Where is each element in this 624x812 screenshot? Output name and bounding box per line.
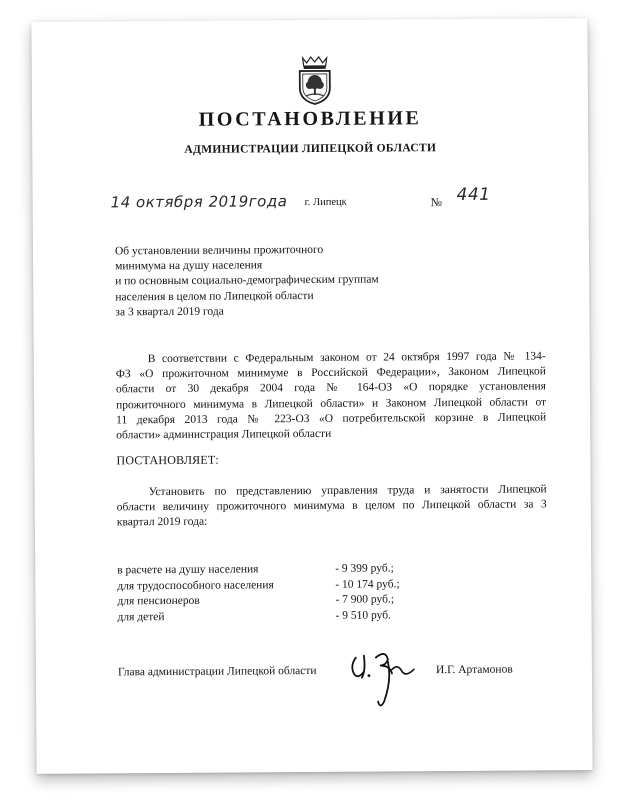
- amount-label: для пенсионеров: [117, 594, 200, 608]
- subject-line: населения в целом по Липецкой области: [115, 289, 314, 303]
- document-title: ПОСТАНОВЛЕНИЕ: [198, 107, 422, 131]
- document-subject: [115, 243, 379, 321]
- document-page: [31, 18, 592, 774]
- subject-line: и по основным социально-демографическим группам: [115, 273, 379, 288]
- signatory-name: И.Г. Артамонов: [435, 663, 513, 677]
- amount-value: - 9 510 руб.: [335, 609, 391, 622]
- preamble-line: ФЗ «О прожиточном минимуме в Российской Федерации», Законом Липецкой: [115, 365, 546, 381]
- amount-row: [117, 607, 537, 626]
- document-city: г. Липецк: [304, 196, 347, 209]
- resolution-line: Установить по представлению управления труда и занятости Липецкой: [148, 483, 547, 499]
- subject-line: за 3 квартал 2019 года: [115, 305, 224, 319]
- preamble-paragraph: [116, 349, 547, 443]
- document-date: 14 октября 2019года: [110, 192, 288, 212]
- amount-value: - 7 900 руб.;: [335, 593, 395, 607]
- preamble-line: 11 декабря 2013 года № 223-ОЗ «О потребительской корзине в Липецкой: [116, 411, 547, 427]
- amount-value: - 10 174 руб.;: [335, 577, 400, 591]
- coat-of-arms-icon: [295, 54, 335, 106]
- document-subtitle: АДМИНИСТРАЦИИ ЛИПЕЦКОЙ ОБЛАСТИ: [184, 142, 437, 156]
- signatory-position: Глава администрации Липецкой области: [117, 664, 317, 679]
- subject-line: минимума на душу населения: [115, 259, 263, 273]
- resolution-paragraph: [117, 482, 547, 531]
- resolution-line: области величину прожиточного минимума в целом по Липецкой области за 3: [116, 498, 547, 514]
- document-number: 441: [456, 184, 491, 205]
- amount-label: для детей: [117, 610, 165, 624]
- preamble-line: В соответствии с Федеральным законом от 24 октября 1997 года № 134-: [147, 350, 546, 366]
- subject-line: Об установлении величины прожиточного: [114, 243, 324, 258]
- amount-label: в расчете на душу населения: [117, 563, 259, 577]
- preamble-line: области» администрация Липецкой области: [116, 427, 332, 442]
- number-label: №: [430, 195, 443, 210]
- decree-word: ПОСТАНОВЛЯЕТ:: [116, 452, 219, 468]
- preamble-line: области от 30 декабря 2004 года № 164-ОЗ «О порядке установления: [115, 380, 546, 396]
- preamble-line: прожиточного минимума в Липецкой области» и Законом Липецкой области от: [116, 395, 547, 411]
- resolution-line: квартал 2019 года:: [116, 516, 208, 529]
- amounts-list: [117, 560, 537, 625]
- amount-value: - 9 399 руб.;: [335, 562, 394, 575]
- signature-icon: [342, 635, 423, 716]
- signature-block: [118, 662, 548, 681]
- amount-label: для трудоспособного населения: [117, 578, 274, 592]
